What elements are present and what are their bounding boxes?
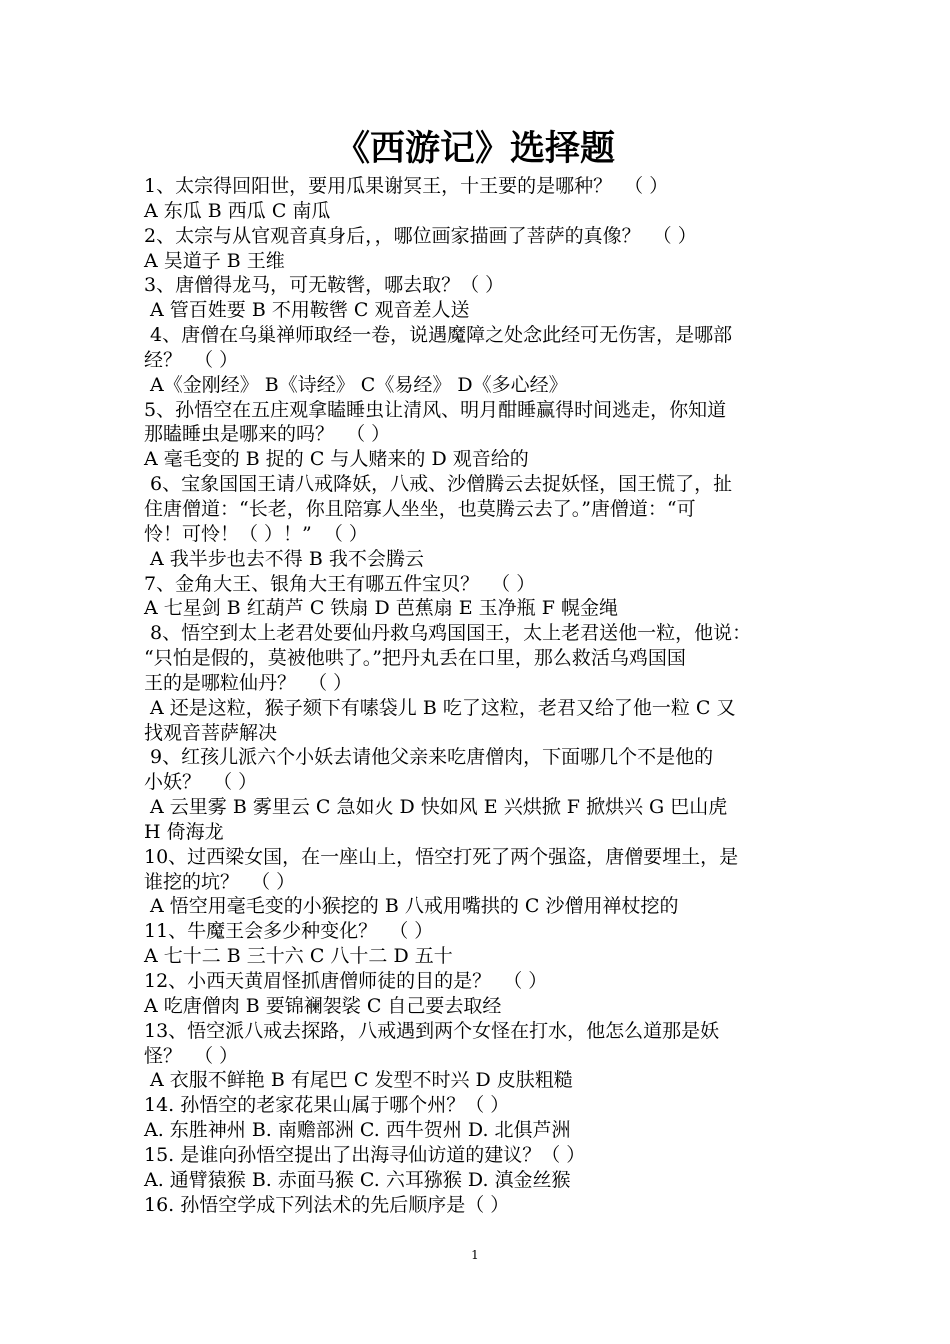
text-line: 5、孙悟空在五庄观拿瞌睡虫让清风、明月酣睡赢得时间逃走，你知道 [144,398,727,421]
page-number: 1 [471,1248,479,1262]
text-line: 那瞌睡虫是哪来的吗？ （ ） [144,423,391,446]
text-line: 15. 是谁向孙悟空提出了出海寻仙访道的建议？（ ） [144,1143,586,1166]
text-line: 小妖？ （ ） [144,771,258,794]
text-line: A 吴道子 B 王维 [144,249,285,272]
text-line: 找观音菩萨解决 [144,721,278,744]
text-line: 13、悟空派八戒去探路，八戒遇到两个女怪在打水，他怎么道那是妖 [144,1019,720,1042]
text-line: 14. 孙悟空的老家花果山属于哪个州？（ ） [144,1094,510,1117]
text-line: 10、过西梁女国，在一座山上，悟空打死了两个强盗，唐僧要埋土，是 [144,845,739,868]
text-line: 住唐僧道：“长老，你且陪寡人坐坐，也莫腾云去了。”唐僧道：“可 [144,497,696,520]
text-line: 怪？ （ ） [144,1044,239,1067]
text-line: 3、唐僧得龙马，可无鞍辔，哪去取？（ ） [144,274,505,297]
text-line: A 我半步也去不得 B 我不会腾云 [144,547,424,570]
document-title: 《西游记》选择题 [334,129,615,169]
text-line: 9、红孩儿派六个小妖去请他父亲来吃唐僧肉，下面哪几个不是他的 [144,746,714,769]
text-line: A 悟空用毫毛变的小猴挖的 B 八戒用嘴拱的 C 沙僧用禅杖挖的 [144,895,679,918]
text-line: 12、小西天黄眉怪抓唐僧师徒的目的是？ （ ） [144,970,548,992]
text-line: A《金刚经》 B《诗经》 C《易经》 D《多心经》 [144,373,568,396]
text-line: H 倚海龙 [144,820,224,843]
text-line: 王的是哪粒仙丹？ （ ） [144,671,353,694]
text-line: 1、太宗得回阳世，要用瓜果谢冥王，十王要的是哪种？ （ ） [144,175,669,197]
text-line: A 管百姓要 B 不用鞍辔 C 观音差人送 [144,299,470,322]
text-line: 经？ （ ） [144,348,239,371]
text-line: 2、太宗与从官观音真身后，，哪位画家描画了菩萨的真像？ （ ） [144,224,697,247]
text-line: A 还是这粒，猴子颏下有嗉袋儿 B 吃了这粒，老君又给了他一粒 C 又 [144,696,736,719]
text-line: A 吃唐僧肉 B 要锦襕袈裟 C 自己要去取经 [144,994,502,1017]
text-line: 16. 孙悟空学成下列法术的先后顺序是（ ） [144,1193,510,1216]
text-line: A. 东胜神州 B. 南赡部洲 C. 西牛贺州 D. 北俱芦洲 [144,1119,571,1142]
text-line: 7、金角大王、银角大王有哪五件宝贝？ （ ） [144,572,536,595]
text-line: 8、悟空到太上老君处要仙丹救乌鸡国国王，太上老君送他一粒，他说： [144,622,752,645]
text-line: A 七星剑 B 红葫芦 C 铁扇 D 芭蕉扇 E 玉净瓶 F 幌金绳 [144,597,618,620]
text-line: 谁挖的坑？ （ ） [144,870,296,893]
text-line: A. 通臂猿猴 B. 赤面马猴 C. 六耳猕猴 D. 滇金丝猴 [144,1168,571,1191]
text-line: A 东瓜 B 西瓜 C 南瓜 [144,199,331,222]
document-body [144,174,812,1217]
text-line: A 七十二 B 三十六 C 八十二 D 五十 [144,945,453,968]
text-line: “只怕是假的，莫被他哄了。”把丹丸丢在口里，那么救活乌鸡国国 [144,647,686,670]
text-line: A 衣服不鲜艳 B 有尾巴 C 发型不时兴 D 皮肤粗糙 [144,1069,573,1092]
text-line: A 云里雾 B 雾里云 C 急如火 D 快如风 E 兴烘掀 F 掀烘兴 G 巴山虎 [144,796,728,819]
text-line: A 毫毛变的 B 捉的 C 与人赌来的 D 观音给的 [144,448,529,471]
text-line: 4、唐僧在乌巢禅师取经一卷，说遇魔障之处念此经可无伤害，是哪部 [144,324,733,347]
text-line: 11、牛魔王会多少种变化？ （ ） [144,920,434,943]
text-line: 怜！可怜！（ ）！” （ ） [144,522,368,545]
text-line: 6、宝象国国王请八戒降妖，八戒、沙僧腾云去捉妖怪，国王慌了，扯 [144,473,733,496]
